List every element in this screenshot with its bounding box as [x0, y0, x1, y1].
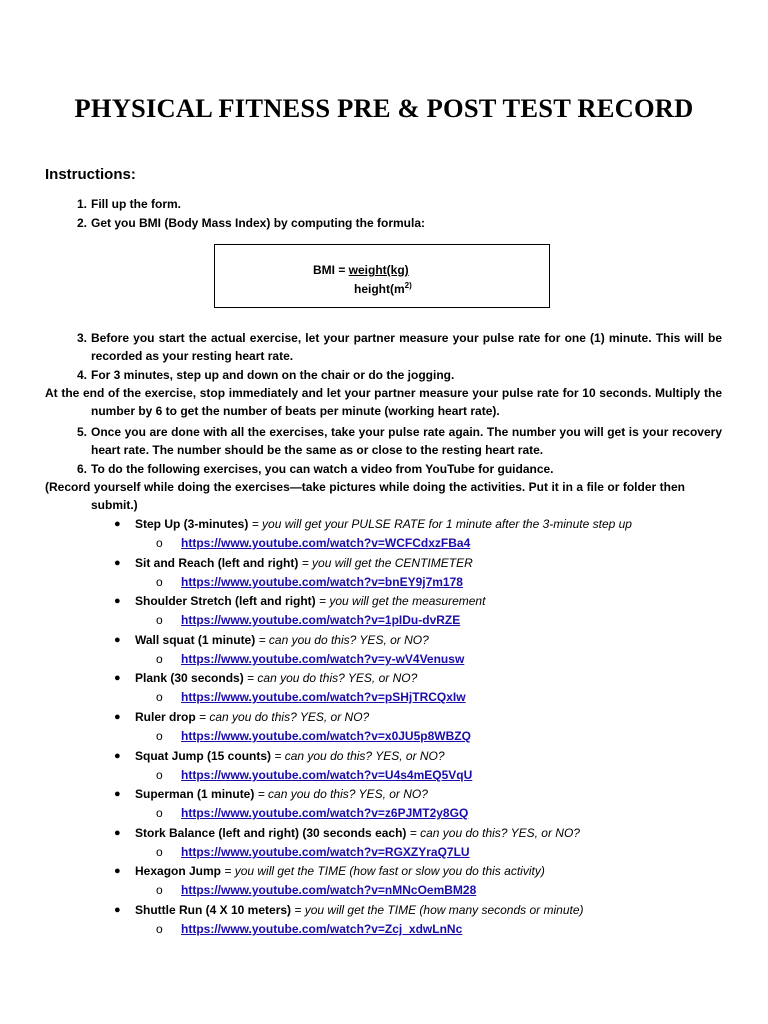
step-5-line-1 [91, 423, 722, 441]
sub-bullet-icon: o [156, 575, 163, 589]
exercise-description [135, 515, 632, 533]
bmi-denominator: height(m [354, 282, 405, 296]
youtube-link[interactable]: https://www.youtube.com/watch?v=bnEY9j7m178 [181, 575, 463, 589]
step-4-text: For 3 minutes, step up and down on the chair or do the jogging. [91, 368, 455, 382]
exercise-note: = you will get the TIME (how many seconds or minute) [294, 903, 584, 917]
youtube-link[interactable]: https://www.youtube.com/watch?v=RGXZYraQ7LU [181, 845, 470, 859]
exercise-note: = you will get the measurement [319, 594, 486, 608]
bullet-icon: ● [114, 865, 121, 877]
step-1-text: Fill up the form. [91, 197, 181, 211]
exercise-note: = you will get the CENTIMETER [301, 556, 473, 570]
exercise-name: Stork Balance [135, 826, 216, 840]
exercise-duration: (1 minute) [193, 787, 258, 801]
sub-bullet-icon: o [156, 690, 163, 704]
bullet-icon: ● [114, 595, 121, 607]
step-5-text-1: Once you are done with all the exercises, take your pulse rate again. The number you will get is your [91, 425, 672, 439]
exercise-name: Squat Jump [135, 749, 204, 763]
sub-bullet-icon: o [156, 536, 163, 550]
step-3-line-2: recorded as your resting heart rate. [91, 349, 294, 363]
sub-bullet-icon: o [156, 613, 163, 627]
step-2-text: Get you BMI (Body Mass Index) by computing the formula: [91, 216, 426, 230]
youtube-link[interactable]: https://www.youtube.com/watch?v=1pIDu-dvRZE [181, 613, 461, 627]
exercise-duration: (left and right) [231, 594, 320, 608]
step-4-number: 4. [76, 368, 87, 382]
sub-bullet-icon: o [156, 845, 163, 859]
exercise-description [135, 592, 485, 610]
step-3-line-1: Before you start the actual exercise, let your partner measure your pulse rate for one (1) minute. This will be [91, 331, 722, 345]
bmi-formula-numerator-line [313, 263, 409, 277]
step-5-number: 5. [76, 425, 87, 439]
exercise-name: Ruler drop [135, 710, 196, 724]
step-6-text: To do the following exercises, you can watch a video from YouTube for guidance. [91, 462, 554, 476]
exercise-note: = you will get your PULSE RATE for 1 minute after the 3-minute step up [251, 517, 632, 531]
exercise-name: Plank [135, 671, 168, 685]
bullet-icon: ● [114, 672, 121, 684]
exercise-name: Sit and Reach [135, 556, 215, 570]
exercise-note: = can you do this? YES, or NO? [274, 749, 445, 763]
youtube-link[interactable]: https://www.youtube.com/watch?v=WCFCdxzFBa4 [181, 536, 471, 550]
exercise-description [135, 824, 580, 842]
sub-bullet-icon: o [156, 652, 163, 666]
bullet-icon: ● [114, 557, 121, 569]
heart-rate-label: heart rate. [91, 443, 150, 457]
bmi-label: BMI = [313, 263, 349, 277]
exercise-note: = can you do this? YES, or NO? [199, 710, 370, 724]
exercise-description [135, 631, 429, 649]
exercise-duration: (15 counts) [203, 749, 275, 763]
exercise-note: = can you do this? YES, or NO? [257, 787, 428, 801]
record-instruction-line-2: submit.) [91, 498, 138, 512]
page-title: PHYSICAL FITNESS PRE & POST TEST RECORD [74, 93, 694, 123]
step-6-number: 6. [76, 462, 87, 476]
bullet-icon: ● [114, 904, 121, 916]
youtube-link[interactable]: https://www.youtube.com/watch?v=nMNcOemBM28 [181, 883, 477, 897]
sub-bullet-icon: o [156, 922, 163, 936]
step-1-number: 1. [76, 197, 87, 211]
exercise-name: Wall squat [135, 633, 195, 647]
sub-bullet-icon: o [156, 768, 163, 782]
exercise-description [135, 554, 473, 572]
bullet-icon: ● [114, 711, 121, 723]
exercise-name: Hexagon Jump [135, 864, 222, 878]
bullet-icon: ● [114, 750, 121, 762]
recovery-label: recovery [671, 425, 722, 439]
exercise-name: Shoulder Stretch [135, 594, 232, 608]
exercise-name: Shuttle Run [135, 903, 203, 917]
youtube-link[interactable]: https://www.youtube.com/watch?v=Zcj_xdwLnNc [181, 922, 463, 936]
exercise-note: = can you do this? YES, or NO? [409, 826, 580, 840]
step-4-continuation-line-1: At the end of the exercise, stop immediately and let your partner measure your pulse rate for 10 seconds. Multiply the [45, 386, 722, 400]
exercise-note: = can you do this? YES, or NO? [258, 633, 429, 647]
exercise-description [135, 669, 417, 687]
exercise-note: = can you do this? YES, or NO? [247, 671, 418, 685]
exercise-note: = you will get the TIME (how fast or slow you do this activity) [224, 864, 545, 878]
exercise-duration: (left and right) (30 seconds each) [215, 826, 410, 840]
bullet-icon: ● [114, 788, 121, 800]
exercise-description [135, 747, 445, 765]
sub-bullet-icon: o [156, 806, 163, 820]
youtube-link[interactable]: https://www.youtube.com/watch?v=pSHjTRCQxIw [181, 690, 466, 704]
exercise-description [135, 785, 428, 803]
youtube-link[interactable]: https://www.youtube.com/watch?v=x0JU5p8WBZQ [181, 729, 471, 743]
exercise-description [135, 708, 369, 726]
youtube-link[interactable]: https://www.youtube.com/watch?v=y-wV4Venusw [181, 652, 465, 666]
exercise-description [135, 901, 584, 919]
exercise-description [135, 862, 545, 880]
step-5-line-2 [91, 441, 543, 459]
bmi-formula-box [214, 244, 550, 308]
instructions-heading: Instructions: [45, 166, 136, 183]
bullet-icon: ● [114, 634, 121, 646]
exercise-duration: (4 X 10 meters) [202, 903, 295, 917]
sub-bullet-icon: o [156, 729, 163, 743]
exercise-duration: (left and right) [214, 556, 302, 570]
step-5-text-2: The number should be the same as or close to the resting heart rate. [149, 443, 544, 457]
bmi-numerator: weight(kg) [348, 263, 409, 277]
step-4-continuation-line-2 [91, 402, 500, 420]
youtube-link[interactable]: https://www.youtube.com/watch?v=U4s4mEQ5VqU [181, 768, 473, 782]
exercise-duration: (3-minutes) [180, 517, 252, 531]
working-heart-rate-label: (working heart rate). [384, 404, 500, 418]
youtube-link[interactable]: https://www.youtube.com/watch?v=z6PJMT2y8GQ [181, 806, 469, 820]
exercise-name: Superman [135, 787, 194, 801]
step-3-number: 3. [76, 331, 87, 345]
step-4-continuation-text: number by 6 to get the number of beats per minute [91, 404, 385, 418]
bullet-icon: ● [114, 827, 121, 839]
bmi-formula-denominator [354, 281, 412, 296]
bmi-exponent: 2) [404, 281, 412, 290]
bullet-icon: ● [114, 518, 121, 530]
sub-bullet-icon: o [156, 883, 163, 897]
record-instruction-line-1: (Record yourself while doing the exercises—take pictures while doing the activities. Put it in a file or folder then [45, 480, 685, 494]
exercise-duration: (1 minute) [194, 633, 259, 647]
exercise-duration: (30 seconds) [167, 671, 248, 685]
step-2-number: 2. [76, 216, 87, 230]
exercise-name: Step Up [135, 517, 181, 531]
